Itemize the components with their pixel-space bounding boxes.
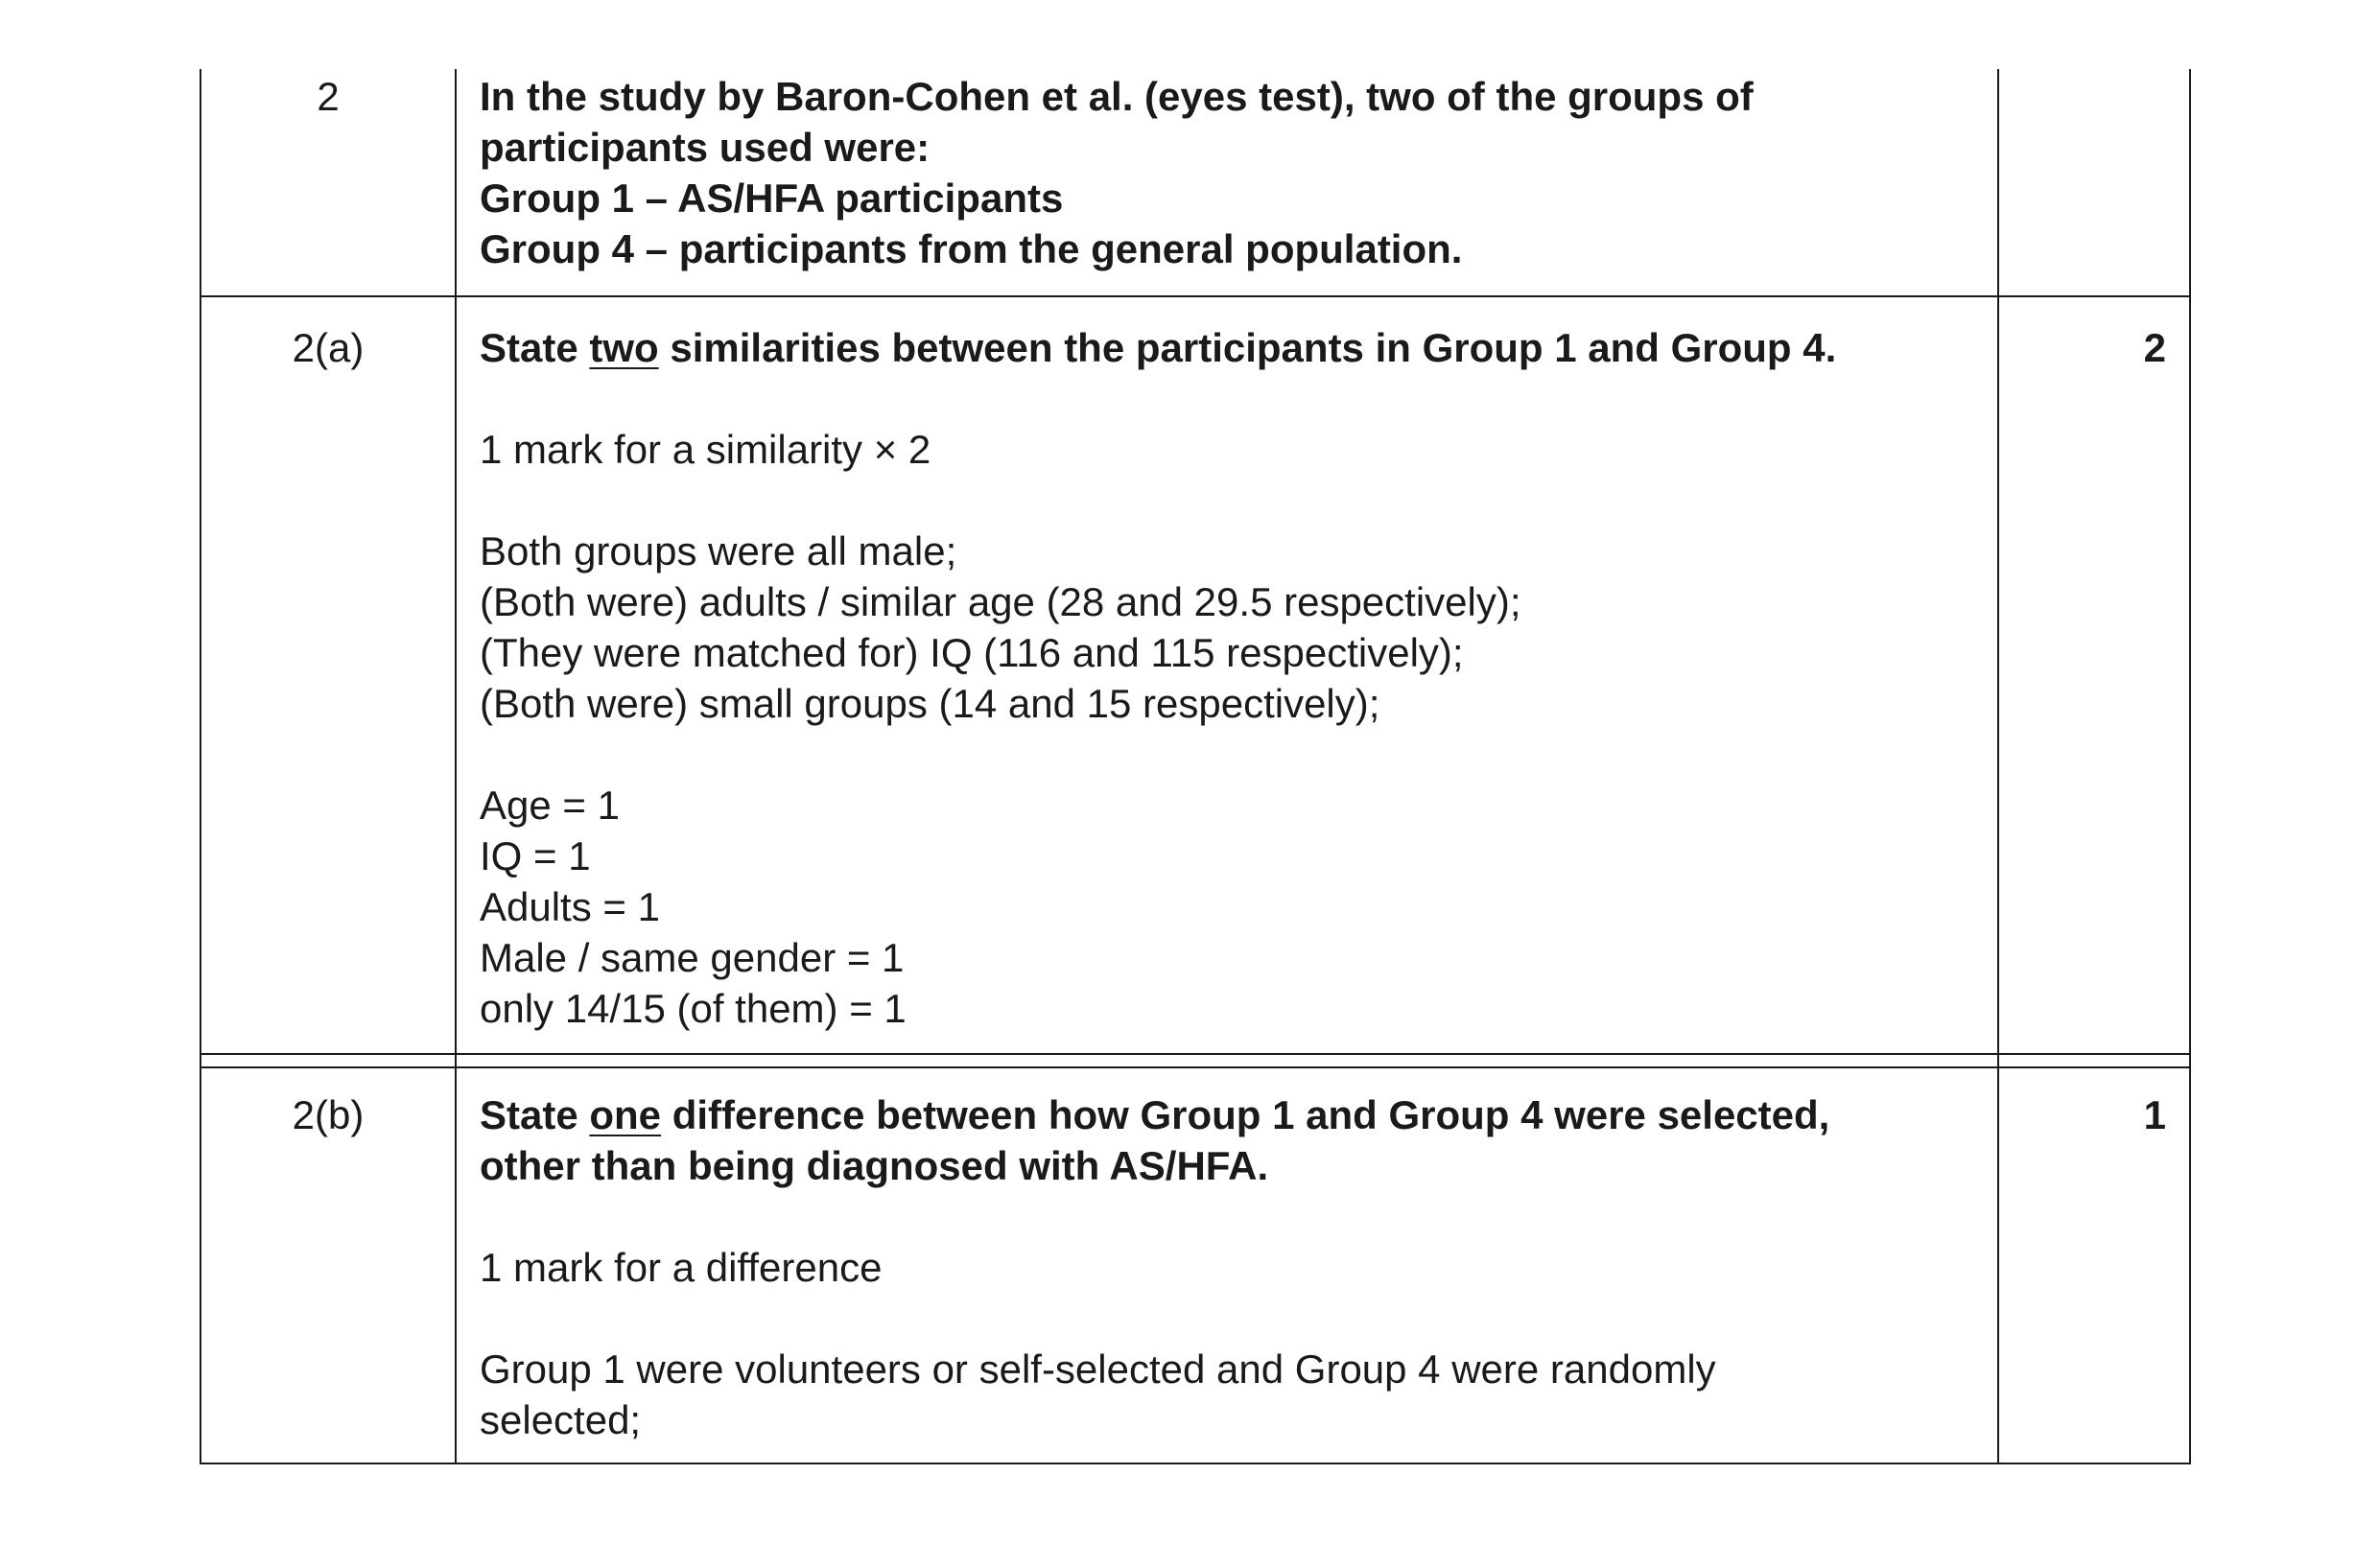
answer-item: (They were matched for) IQ (116 and 115 respectively); — [480, 630, 1464, 675]
separator-cell — [456, 1054, 1998, 1067]
answer-cell — [456, 296, 1998, 1054]
scoring-item: Adults = 1 — [480, 884, 660, 929]
question-emphasis: two — [589, 325, 659, 370]
scoring-item: Male / same gender = 1 — [480, 935, 905, 980]
question-2a-row — [200, 296, 2190, 1054]
scoring-item: Age = 1 — [480, 783, 620, 828]
answer-item: (Both were) adults / similar age (28 and 29.5 respectively); — [480, 579, 1521, 624]
question-line — [480, 1089, 1974, 1140]
stem-line: Group 1 – AS/HFA participants — [480, 176, 1064, 221]
question-2b-row — [200, 1067, 2190, 1463]
question-number: 2(b) — [200, 1067, 456, 1463]
question-text — [480, 322, 1974, 373]
question-emphasis: one — [589, 1092, 662, 1137]
mark-guidance: 1 mark for a difference — [480, 1245, 883, 1290]
stem-line: In the study by Baron-Cohen et al. (eyes test), two of the groups of — [480, 74, 1754, 119]
stem-line: Group 4 – participants from the general population. — [480, 226, 1463, 271]
question-line: other than being diagnosed with AS/HFA. — [480, 1143, 1269, 1188]
separator-cell — [200, 1054, 456, 1067]
answer-item: (Both were) small groups (14 and 15 respectively); — [480, 681, 1380, 726]
separator-cell — [1998, 1054, 2190, 1067]
row-separator — [200, 1054, 2190, 1067]
scoring-item: IQ = 1 — [480, 833, 591, 878]
scoring-list — [480, 780, 1974, 1034]
question-number: 2(a) — [200, 296, 456, 1054]
question-stem — [456, 69, 1998, 296]
answer-list — [480, 526, 1974, 729]
marks-cell — [1998, 69, 2190, 296]
marks-value: 2 — [1998, 296, 2190, 1054]
question-text — [480, 1089, 1974, 1191]
mark-scheme-table — [200, 69, 2191, 1464]
question-2-row — [200, 69, 2190, 296]
question-text-part: State — [480, 1092, 590, 1137]
answer-line: Group 1 were volunteers or self-selected and Group 4 were randomly — [480, 1346, 1716, 1392]
question-text-part: State — [480, 325, 590, 370]
stem-line: participants used were: — [480, 125, 931, 170]
question-number: 2 — [200, 69, 456, 296]
marks-value: 1 — [1998, 1067, 2190, 1463]
mark-guidance: 1 mark for a similarity × 2 — [480, 427, 931, 472]
answer-line: selected; — [480, 1397, 642, 1442]
mark-scheme-page — [200, 69, 2189, 1464]
question-text-part: difference between how Group 1 and Group 4 were selected, — [661, 1092, 1830, 1137]
answer-cell — [456, 1067, 1998, 1463]
scoring-item: only 14/15 (of them) = 1 — [480, 986, 907, 1031]
answer-item: Both groups were all male; — [480, 528, 957, 574]
answer-text — [480, 1344, 1974, 1445]
question-text-part: similarities between the participants in Group 1 and Group 4. — [658, 325, 1837, 370]
